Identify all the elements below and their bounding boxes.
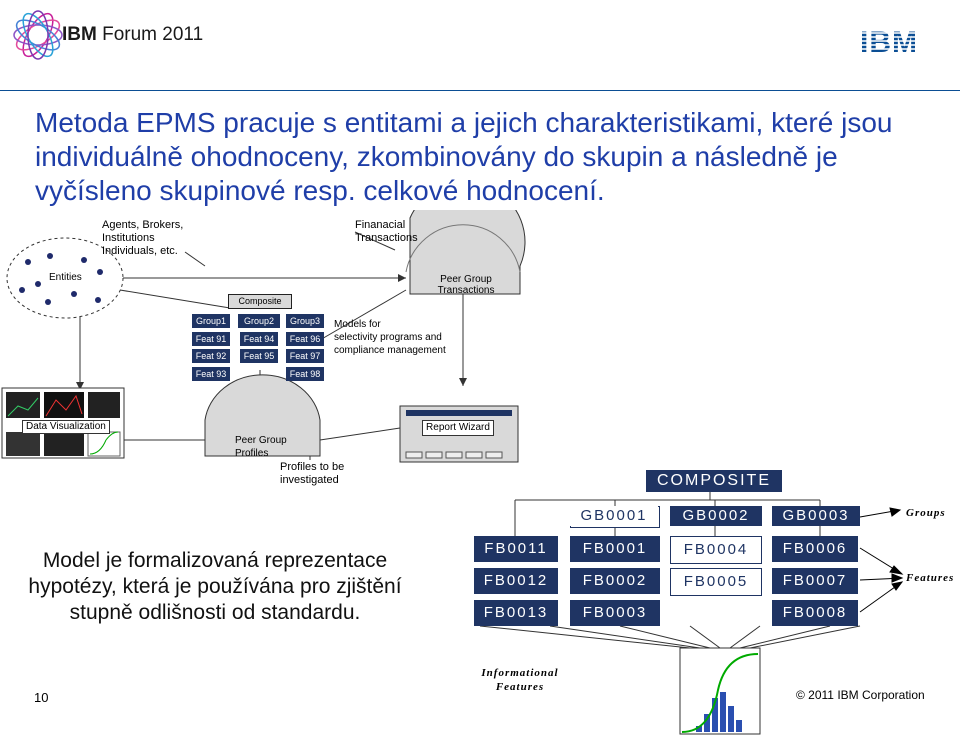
forum-brand: IBM [62,24,97,45]
report-wizard-button[interactable]: Report Wizard [422,420,494,436]
gb-box-2: GB0002 [670,506,762,526]
features-label: Features [906,572,955,584]
fb-box-0012: FB0012 [474,568,558,594]
feat-92-box: Feat 92 [192,349,230,363]
ibm-logo-icon [860,28,932,56]
fb-box-0013: FB0013 [474,600,558,626]
fb-box-0008: FB0008 [772,600,858,626]
feat-95-box: Feat 95 [240,349,278,363]
gb-box-3: GB0003 [772,506,860,526]
fb-box-0002: FB0002 [570,568,660,594]
financial-transactions-label: Finanacial Transactions [355,219,418,244]
svg-text:IBM: IBM [860,28,918,56]
data-visualization-label[interactable]: Data Visualization [22,420,110,434]
header-bar [0,0,960,92]
header-rule [0,90,960,91]
informational-features-label: Informational Features [481,667,559,693]
copyright-text: © 2011 IBM Corporation [796,688,925,702]
forum-label: Forum 2011 [96,24,204,45]
agents-label: Agents, Brokers, Institutions Individuals, etc. [102,219,184,257]
composite-small-box: Composite [228,294,292,309]
fb-box-0003: FB0003 [570,600,660,626]
group2-box: Group2 [238,314,280,328]
models-label: Models for selectivity programs and compliance management [334,319,446,356]
feat-93-box: Feat 93 [192,367,230,381]
fb-box-0007: FB0007 [772,568,858,594]
fb-box-0001: FB0001 [570,536,660,562]
group3-box: Group3 [286,314,324,328]
fb-box-0005: FB0005 [670,568,762,596]
group1-box: Group1 [192,314,230,328]
model-description: Model je formalizovaná reprezentace hypotézy, která je používána pro zjištění stupně odlišnosti od standardu. [28,549,402,624]
page-number: 10 [34,690,49,705]
profiles-investigated-label: Profiles to be investigated [280,461,345,486]
fb-box-0011: FB0011 [474,536,558,562]
fb-box-0004: FB0004 [670,536,762,564]
forum-title [62,24,203,46]
feat-91-box: Feat 91 [192,332,230,346]
gb-box-1: GB0001 [570,506,658,526]
fb-box-0006: FB0006 [772,536,858,562]
feat-94-box: Feat 94 [240,332,278,346]
composite-box: COMPOSITE [646,470,782,492]
peer-group-profiles-label: Peer Group Profiles [235,435,287,459]
entities-label: Entities [49,272,82,283]
feat-97-box: Feat 97 [286,349,324,363]
forum-logo-icon [10,4,66,66]
slide-title: Metoda EPMS pracuje s entitami a jejich charakteristikami, které jsou individuálně ohodnoceny, zkombinovány do skupin a následně je vyčísleno skupinové resp. celkové hodnocení. [35,107,893,206]
groups-label: Groups [906,507,946,519]
feat-98-box: Feat 98 [286,367,324,381]
peer-group-transactions-label: Peer Group Transactions [437,274,495,296]
feat-96-box: Feat 96 [286,332,324,346]
